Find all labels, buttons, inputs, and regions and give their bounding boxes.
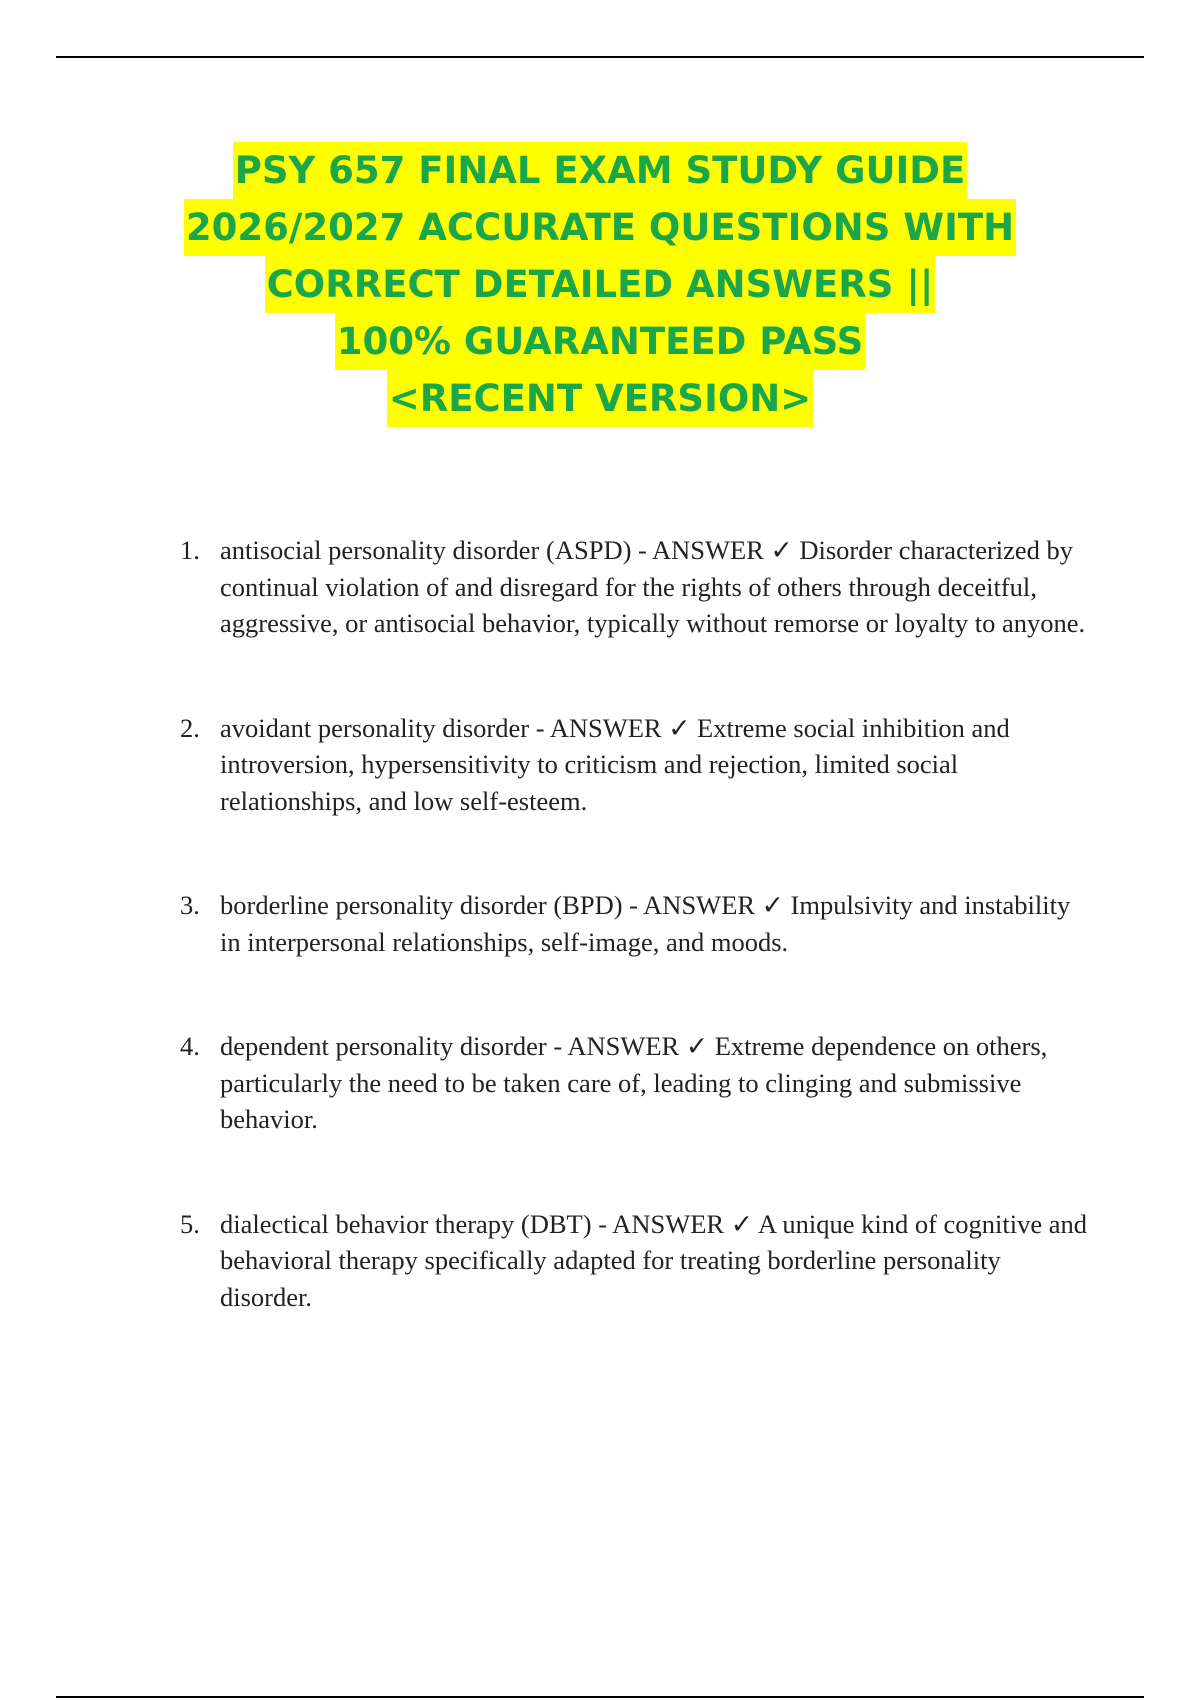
title-line-5: <RECENT VERSION> bbox=[387, 370, 814, 427]
list-item bbox=[168, 887, 1088, 960]
item-number: 1. bbox=[180, 535, 200, 565]
item-number: 2. bbox=[180, 712, 200, 743]
list-item bbox=[168, 710, 1088, 820]
list-item bbox=[168, 532, 1088, 642]
item-text: borderline personality disorder (BPD) - ANSWER ✓ Impulsivity and instability in interpersonal relationships, self-image, and moods. bbox=[220, 890, 1071, 957]
item-number: 4. bbox=[180, 1031, 200, 1061]
list-item bbox=[168, 1206, 1088, 1316]
question-list bbox=[168, 532, 1088, 1315]
item-text: dependent personality disorder - ANSWER ✓ Extreme dependence on others, particularly the need to be taken care of, leading to clinging and submissive behavior. bbox=[220, 1031, 1048, 1134]
item-text: dialectical behavior therapy (DBT) - ANSWER ✓ A unique kind of cognitive and behavioral therapy specifically adapted for treating borderline personality disorder. bbox=[220, 1208, 1088, 1312]
title-line-3: CORRECT DETAILED ANSWERS || bbox=[265, 256, 936, 313]
title-line-1: PSY 657 FINAL EXAM STUDY GUIDE bbox=[233, 142, 968, 199]
item-number: 3. bbox=[180, 890, 200, 920]
document-title bbox=[0, 142, 1200, 427]
item-text: avoidant personality disorder - ANSWER ✓ Extreme social inhibition and introversion, hypersensitivity to criticism and rejection, limited social relationships, and low self-esteem. bbox=[220, 712, 1010, 816]
top-rule bbox=[56, 56, 1144, 58]
title-line-4: 100% GUARANTEED PASS bbox=[335, 313, 866, 370]
item-number: 5. bbox=[180, 1208, 200, 1239]
list-item bbox=[168, 1028, 1088, 1138]
bottom-rule bbox=[56, 1696, 1144, 1698]
item-text: antisocial personality disorder (ASPD) - ANSWER ✓ Disorder characterized by continual violation of and disregard for the rights of others through deceitful, aggressive, or antisocial behavior, typically without remorse or loyalty to anyone. bbox=[220, 535, 1086, 638]
title-line-2: 2026/2027 ACCURATE QUESTIONS WITH bbox=[184, 199, 1016, 256]
